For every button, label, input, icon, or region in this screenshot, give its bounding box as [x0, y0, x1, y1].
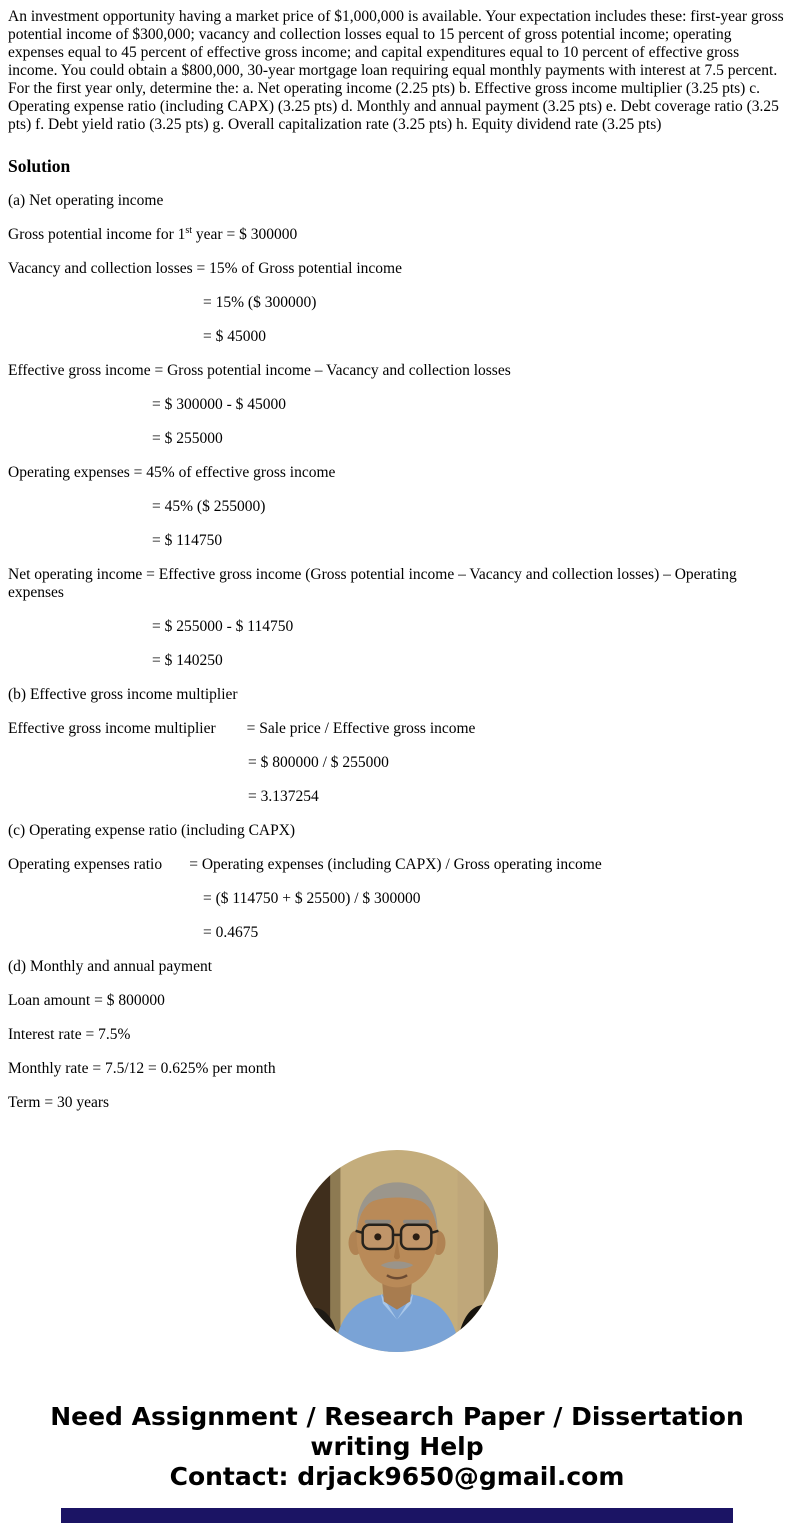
solution-line: = ($ 114750 + $ 25500) / $ 300000: [203, 890, 421, 907]
gpi-suffix: year = $ 300000: [192, 226, 298, 243]
presenter-photo: [296, 1150, 498, 1352]
solution-line-clipped: Term = 30 years: [8, 1094, 110, 1111]
bottom-accent-bar: [61, 1508, 733, 1523]
solution-line: = 0.4675: [203, 924, 259, 941]
promo-contact-email: Contact: drjack9650@gmail.com: [169, 1462, 625, 1491]
solution-line: Loan amount = $ 800000: [8, 992, 165, 1009]
solution-line: = $ 255000 - $ 114750: [152, 618, 294, 635]
solution-line: Effective gross income = Gross potential income – Vacancy and collection losses: [8, 362, 511, 379]
solution-line: = $ 255000: [152, 430, 223, 447]
solution-line-gpi: [8, 226, 785, 244]
gpi-superscript: st: [185, 224, 193, 236]
problem-statement: An investment opportunity having a market price of $1,000,000 is available. Your expectation includes these: first-year gross potential income of $300,000; vacancy and collection losses equal to 15 percent of gross potential income; operating expenses equal to 45 percent of effective gross income; and capital expenditures equal to 10 percent of effective gross income. You could obtain a $800,000, 30-year mortgage loan requiring equal monthly payments with interest at 7.5 percent. For the first year only, determine the: a. Net operating income (2.25 pts) b. Effective gross income multiplier (3.25 pts) c. Operating expense ratio (including CAPX) (3.25 pts) d. Monthly and annual payment (3.25 pts) e. Debt coverage ratio (3.25 pts) f. Debt yield ratio (3.25 pts) g. Overall capitalization rate (3.25 pts) h. Equity dividend rate (3.25 pts): [8, 8, 788, 133]
solution-line: Operating expenses = 45% of effective gross income: [8, 464, 336, 481]
solution-line: = $ 140250: [152, 652, 223, 669]
promo-footer: [0, 1402, 794, 1492]
solution-part-c-title: (c) Operating expense ratio (including CAPX): [8, 822, 296, 839]
solution-part-a-title: (a) Net operating income: [8, 192, 164, 209]
solution-line: = 15% ($ 300000): [203, 294, 317, 311]
solution-heading: Solution: [8, 156, 71, 176]
solution-line: Monthly rate = 7.5/12 = 0.625% per month: [8, 1060, 276, 1077]
solution-line: Vacancy and collection losses = 15% of Gross potential income: [8, 260, 402, 277]
solution-part-b-title: (b) Effective gross income multiplier: [8, 686, 238, 703]
solution-line: Operating expenses ratio = Operating expenses (including CAPX) / Gross operating income: [8, 856, 602, 873]
solution-line: Interest rate = 7.5%: [8, 1026, 131, 1043]
promo-heading-line2: writing Help: [310, 1432, 484, 1461]
solution-line: = $ 300000 - $ 45000: [152, 396, 287, 413]
solution-line: = $ 114750: [152, 532, 223, 549]
solution-part-d-title: (d) Monthly and annual payment: [8, 958, 213, 975]
solution-line: = 3.137254: [248, 788, 319, 805]
solution-line: = 45% ($ 255000): [152, 498, 266, 515]
gpi-prefix: Gross potential income for 1: [8, 226, 186, 243]
solution-line: = $ 45000: [203, 328, 266, 345]
solution-line: Effective gross income multiplier = Sale price / Effective gross income: [8, 720, 476, 737]
promo-heading-line1: Need Assignment / Research Paper / Dissertation: [50, 1402, 744, 1431]
solution-line: = $ 800000 / $ 255000: [248, 754, 389, 771]
solution-line: Net operating income = Effective gross income (Gross potential income – Vacancy and collection losses) – Operating expenses: [8, 566, 741, 601]
presenter-portrait-image: [296, 1150, 498, 1352]
